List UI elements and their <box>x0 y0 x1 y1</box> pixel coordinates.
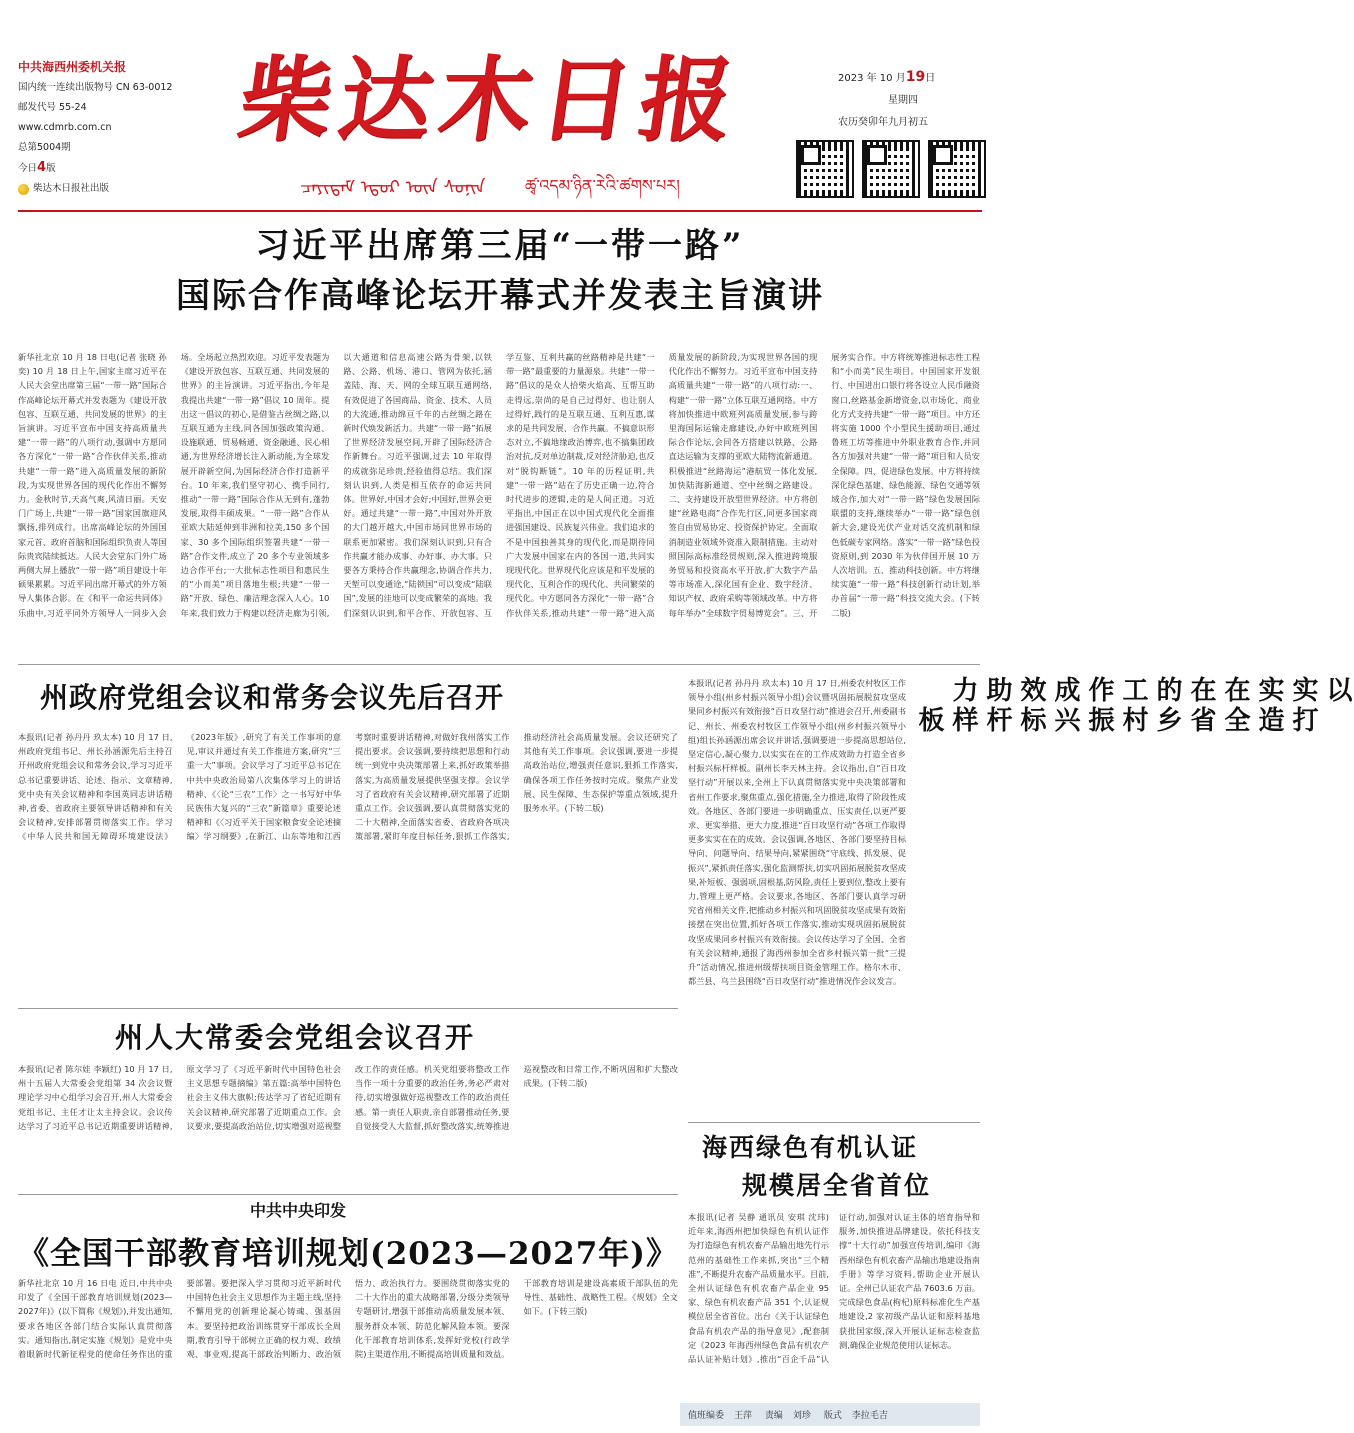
story4-body: 本报讯(记者 孙丹丹 玖太本) 10 月 17 日,州委农村牧区工作领导小组(州乡村振兴领导小组)会议暨巩固拓展脱贫攻坚成果同乡村振兴有效衔接“百日攻坚行动”推进会召开,州委副书记、州长、州委农村牧区工作领导小组(州乡村振兴领导小组)组长孙涵源出席会议并讲话,强调要进一步提高思想站位,坚定信心,凝心聚力,以实实在在的工作成效助力打造全省乡村振兴标杆样板。副州长李天林主持。会议指出,自“百日攻坚行动”开展以来,全州上下认真贯彻落实党中央决策部署和省州工作要求,聚焦重点,强化措施,全力推进,取得了阶段性成效。各地区、各部门要进一步明确重点、压实责任,以更严要求、更实举措、更大力度,推进“百日攻坚行动”各项工作取得更多实实在在的成效。会议强调,各地区、各部门要坚持目标导向、问题导向、结果导向,紧紧围绕“守底线、抓发展、促振兴”,紧抓责任落实,强化监测帮扶,切实巩固拓展脱贫攻坚成果,补短板、强弱项,固根基,防风险,责任上要到位,整改上要有力,管理上更严格。会议要求,各地区、各部门要认真学习研究省州相关文件,把推动乡村振兴和巩固脱贫攻坚成果有效衔接摆在突出位置,抓好各项工作落实,推动实现巩固拓展脱贫攻坚成果同乡村振兴有效衔接。会议传达学习了全国、全省有关会议精神,通报了海西州参加全省乡村振兴第一批“三提升”活动情况,推进州级帮扶项目资金管理工作。格尔木市、都兰县、乌兰县围绕“百日攻坚行动”推进情况作会议发言。 <box>688 678 906 987</box>
story6-title: 《全国干部教育培训规划(2023—2027年)》 <box>18 1236 678 1272</box>
story5-title-line2: 规模居全省首位 <box>742 1171 932 1200</box>
header-divider <box>18 210 982 212</box>
main-headline-line2: 国际合作高峰论坛开幕式并发表主旨演讲 <box>176 276 824 316</box>
page-count: 今日4版 <box>18 160 56 175</box>
section-divider <box>688 1122 980 1123</box>
qr-code-icon[interactable] <box>796 140 854 198</box>
publisher-logo-icon <box>18 184 29 195</box>
section-divider <box>18 1008 678 1009</box>
story2-body: 本报讯(记者 孙丹丹 玖太本) 10 月 17 日,州政府党组书记、州长孙涵源先后主持召开州政府党组会议和常务会议,学习习近平总书记重要讲话、论述、指示、文章精神,党中央有关会议精神和李国英同志讲话精神,省委、省政府主要领导讲话精神和有关会议精神,安排部署贯彻落实工作。学习《中华人民共和国无障碍环境建设法》《2023年版》,研究了有关工作事项的意见,审议并通过有关工作推进方案,研究“三重一大”事项。会议学习了习近平总书记在中共中央政治局第八次集体学习上的讲话精神、《〈论“三农”工作〉之一书写好中华民族伟大复兴的“三农”新篇章》重要论述精神和《〈习近平关于国家粮食安全论述摘编〉学习纲要》,在新江、山东等地和江西考察时重要讲话精神,对做好我州落实工作提出要求。会议强调,要持续把思想和行动统一到党中央决策部署上来,抓好政策举措落实,为高质量发展提供坚强支撑。会议学习了省政府有关会议精神,研究部署了近期重点工作。会议强调,要认真贯彻落实党的二十大精神,全面落实省委、省政府各项决策部署,紧盯年度目标任务,狠抓工作落实,推动经济社会高质量发展。会议还研究了其他有关工作事项。会议强调,要进一步提高政治站位,增强责任意识,狠抓工作落实,确保各项工作任务按时完成。聚焦产业发展、民生保障、生态保护等重点领域,提升服务水平。(下转二版) <box>18 732 678 842</box>
masthead-mongolian: ᠴᠠᠶᠢᠳᠠᠮ ᠡᠳᠦᠷ ᠦᠨ ᠰᠣᠨᠢᠨ <box>300 177 486 198</box>
publisher: 柴达木日报社出版 <box>18 179 218 199</box>
editor-credits: 值班编委 王萍 责编 刘珍 版式 李拉毛吉 <box>680 1403 980 1426</box>
qr-code-icon[interactable] <box>928 140 986 198</box>
story3-title: 州人大常委会党组会议召开 <box>115 1021 476 1054</box>
story2-title: 州政府党组会议和常务会议先后召开 <box>40 681 505 714</box>
cn-number: 国内统一连续出版物号 CN 63-0012 <box>18 82 173 93</box>
story6-body: 新华社北京 10 月 16 日电 近日,中共中央印发了《全国干部教育培训规划(2023—2027年)》(以下简称《规划》),并发出通知,要求各地区各部门结合实际认真贯彻落实。通知指出,制定实施《规划》是党中央着眼新时代新征程党的使命任务作出的重要部署。要把深入学习贯彻习近平新时代中国特色社会主义思想作为主题主线,坚持不懈用党的创新理论凝心铸魂、强基固本。要坚持把政治训练贯穿干部成长全周期,教育引导干部树立正确的权力观、政绩观、事业观,提高干部政治判断力、政治领悟力、政治执行力。要围绕贯彻落实党的二十大作出的重大战略部署,分级分类领导专题研讨,增强干部推动高质量发展本领、服务群众本领、防范化解风险本领。要深化干部教育培训体系,发挥好党校(行政学院)主渠道作用,不断提高培训质量和效益。干部教育培训是建设高素质干部队伍的先导性、基础性、战略性工程。《规划》全文如下。(下转三版) <box>18 1278 678 1360</box>
masthead-title: 柴达木日报 <box>232 46 748 154</box>
qr-code-icon[interactable] <box>862 140 920 198</box>
main-headline-line1: 习近平出席第三届“一带一路” <box>255 226 745 266</box>
story4-title-col2: 打造全省乡村振兴标杆样板 <box>914 706 1318 736</box>
post-code: 邮发代号 55-24 <box>18 102 87 113</box>
story3-body: 本报讯(记者 陈尔娃 李颖红) 10 月 17 日,州十五届人大常委会党组第 34 次会议暨理论学习中心组学习会召开,州人大常委会党组书记、主任才让太主持会议。会议传达学习了习近平总书记近期重要讲话精神,原文学习了《习近平新时代中国特色社会主义思想专题摘编》第五篇:高举中国特色社会主义伟大旗帜;传达学习了省纪近期有关会议精神,研究部署了近期重点工作。会议要求,要提高政治站位,切实增强对巡视整改工作的责任感。机关党组要将整改工作当作一项十分重要的政治任务,务必严肃对待,切实增强做好巡视整改工作的政治责任感。第一责任人职责,亲自部署推动任务,要自觉接受人大监督,抓好整改落实,统筹推进巡视整改和日常工作,不断巩固和扩大整改成果。(下转二版) <box>18 1064 678 1131</box>
section-divider <box>18 1194 678 1195</box>
story6-pretitle: 中共中央印发 <box>250 1201 347 1220</box>
org-name: 中共海西州委机关报 <box>18 60 127 74</box>
lunar-date: 农历癸卯年九月初五 <box>838 117 928 128</box>
main-story-body: 新华社北京 10 月 18 日电(记者 张晓 孙奕) 10 月 18 日上午,国家主席习近平在人民大会堂出席第三届“一带一路”国际合作高峰论坛开幕式并发表题为《建设开放包容、互联互通、共同发展的世界》的主旨演讲。习近平宣布中国支持高质量共建“一带一路”的八项行动,强调中方愿同各方深化“一带一路”合作伙伴关系,推动共建“一带一路”进入高质量发展的新阶段,为实现世界各国的现代化作出不懈努力。金秋时节,天高气爽,风清日丽。天安门广场上,共建“一带一路”国家国旗迎风飘扬,排列成行。出席高峰论坛的外国国家元首、政府首脑和国际组织负责人等国际贵宾陆续抵达。人民大会堂东门外广场两侧大屏上播放“一带一路”项目建设十年硕果累累。习近平同出席开幕式的外方领导人集体合影。在《和平一命运共同体》乐曲中,习近平同外方领导人一同步入会场。全场起立热烈欢迎。习近平发表题为《建设开放包容、互联互通、共同发展的世界》的主旨演讲。习近平指出,今年是我提出共建“一带一路”倡议 10 周年。提出这一倡议的初心,是借鉴古丝绸之路,以互联互通为主线,同各国加强政策沟通、设施联通、贸易畅通、资金融通、民心相通,为世界经济增长注入新动能,为全球发展开辟新空间,为国际经济合作打造新平台。10 年来,我们坚守初心、携手同行,推动“一带一路”国际合作从无到有,蓬勃发展,取得丰硕成果。“一带一路”合作从亚欧大陆延伸到非洲和拉美,150 多个国家、30 多个国际组织签署共建“一带一路”合作文件,成立了 20 多个专业领域多边合作平台;一大批标志性项目和惠民生的“小而美”项目落地生根;共建“一带一路”开放、绿色、廉洁理念深入人心。10 年来,我们致力于构建以经济走廊为引领,以大通道和信息高速公路为骨架,以铁路、公路、机场、港口、管网为依托,涵盖陆、海、天、网的全球互联互通网络,有效促进了各国商品、资金、技术、人员的大流通,推动绵亘千年的古丝绸之路在新时代焕发新活力。共建“一带一路”拓展了世界经济发展空间,开辟了国际经济合作新舞台。习近平强调,过去 10 年取得的成就弥足珍贵,经验值得总结。我们深刻认识到,人类是相互依存的命运共同体。世界好,中国才会好;中国好,世界会更好。通过共建“一带一路”,中国对外开放的大门越开越大,中国市场同世界市场的联系更加紧密。我们深刻认识到,只有合作共赢才能办成事、办好事、办大事。只要各方秉持合作共赢理念,协调合作共力,天堑可以变通途,“陆锁国”可以变成“陆联国”,发展的洼地可以变成繁荣的高地。我们深刻认识到,和平合作、开放包容、互学互鉴、互利共赢的丝路精神是共建“一带一路”最重要的力量源泉。共建“一带一路”倡议的是众人拾柴火焰高、互帮互助走得远,崇尚的是自己过得好、也让别人过得好,践行的是互联互通、互利互惠,谋求的是共同发展、合作共赢。不搞意识形态对立,不搞地缘政治博弈,也不搞集团政治对抗,反对单边制裁,反对经济胁迫,也反对“脱钩断链”。10 年的历程证明,共建“一带一路”站在了历史正确一边,符合时代进步的逻辑,走的是人间正道。习近平指出,中国正在以中国式现代化全面推进强国建设、民族复兴伟业。我们追求的不是中国独善其身的现代化,而是期待同广大发展中国家在内的各国一道,共同实现现代化。世界现代化应该是和平发展的现代化、互利合作的现代化、共同繁荣的现代化。中方愿同各方深化“一带一路”合作伙伴关系,推动共建“一带一路”进入高质量发展的新阶段,为实现世界各国的现代化作出不懈努力。习近平宣布中国支持高质量共建“一带一路”的八项行动:一、构建“一带一路”立体互联互通网络。中方将加快推进中欧班列高质量发展,参与跨里海国际运输走廊建设,办好中欧班列国际合作论坛,会同各方搭建以铁路、公路直达运输为支撑的亚欧大陆物流新通道。积极推进“丝路海运”港航贸一体化发展,加快陆海新通道、空中丝绸之路建设。二、支持建设开放型世界经济。中方将创建“丝路电商”合作先行区,同更多国家商签自由贸易协定、投资保护协定。全面取消制造业领域外资准入限制措施。主动对照国际高标准经贸规则,深入推进跨境服务贸易和投资高水平开放,扩大数字产品等市场准入,深化国有企业、数字经济、知识产权、政府采购等领域改革。中方将每年举办“全球数字贸易博览会”。三、开展务实合作。中方将统筹推进标志性工程和“小而美”民生项目。中国国家开发银行、中国进出口银行将各设立人民币融资窗口,丝路基金新增资金,以市场化、商业化方式支持共建“一带一路”项目。中方还将实施 1000 个小型民生援助项目,通过鲁班工坊等推进中外职业教育合作,并同各方加强对共建“一带一路”项目和人员安全保障。四、促进绿色发展。中方将持续深化绿色基建、绿色能源、绿色交通等领域合作,加大对“一带一路”绿色发展国际联盟的支持,继续举办“一带一路”绿色创新大会,建设光伏产业对话交流机制和绿色低碳专家网络。落实“一带一路”绿色投资原则,到 2030 年为伙伴国开展 10 万人次培训。五、推动科技创新。中方将继续实施“一带一路”科技创新行动计划,举办首届“一带一路”科技交流大会。(下转二版) <box>18 352 980 618</box>
website-link[interactable]: www.cdmrb.com.cn <box>18 122 112 133</box>
section-divider <box>18 664 980 665</box>
date: 2023 年 10 月19日 <box>838 69 936 85</box>
story5-title-line1: 海西绿色有机认证 <box>702 1133 919 1162</box>
story5-body: 本报讯(记者 吴静 通讯员 安琪 沈玮) 近年来,海西州把加快绿色有机认证作为打造绿色有机农畜产品输出地先行示范州的基础性工作来抓,突出“三个精准”,不断提升农畜产品质量水平。目前,全州认证绿色有机农畜产品企业 95 家、绿色有机农畜产品 351 个,认证规模位居全省首位。出台《关于认证绿色食品有机农产品的指导意见》,配套制定《2023 年海西州绿色食品有机农产品认证补贴计划》,推出“百企千品”认证行动,加强对认证主体的培育指导和服务,加快推进品牌建设。依托科技支撑“十大行动”加强宣传培训,编印《海西州绿色有机农畜产品输出地建设指南手册》等学习资料,帮助企业开展认证。全州已认证农产品 7603.6 万亩。完成绿色食品(枸杞)原料标准化生产基地建设,2 家初级产品认证和原料基地获批国家级,深入开展认证标志检查监测,确保企业规范使用认证标志。 <box>688 1212 980 1365</box>
story4-title-col1: 以实实在在的工作成效助力 <box>948 676 1352 706</box>
masthead-tibetan: ཚྭ་འདམ་ཉིན་རེའི་ཚགས་པར། <box>525 176 680 195</box>
publication-info <box>18 56 218 199</box>
weekday: 星期四 <box>888 95 918 106</box>
date-info <box>838 66 988 134</box>
issue-number: 总第5004期 <box>18 142 71 153</box>
